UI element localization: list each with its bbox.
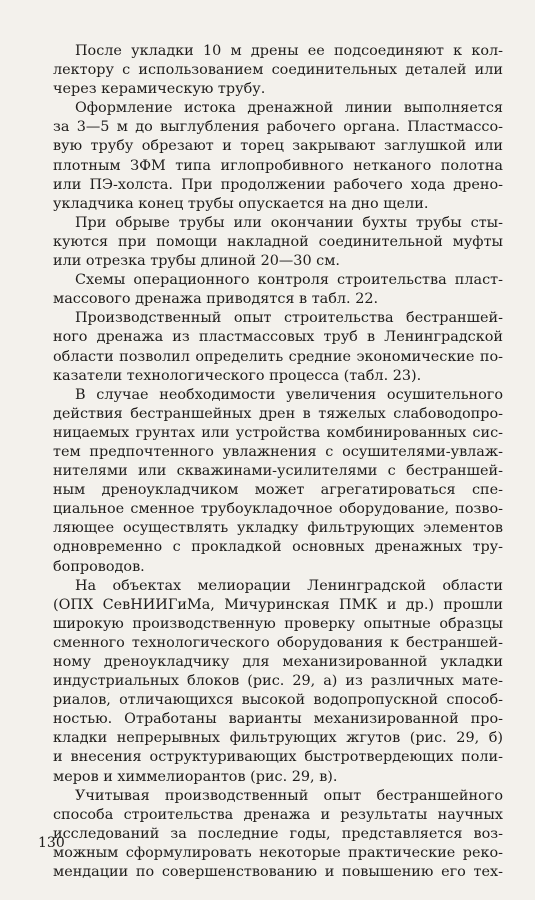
- text-line: за 3—5 м до выглубления рабочего органа. Пластмассо-: [53, 119, 503, 136]
- text-line: области позволил определить средние экономические по-: [53, 348, 503, 365]
- text-line: На объектах мелиорации Ленинградской области: [75, 577, 503, 594]
- text-line: В случае необходимости увеличения осушительного: [75, 386, 503, 403]
- text-line: способа строительства дренажа и результаты научных: [53, 806, 503, 823]
- text-line: ляющее осуществлять укладку фильтрующих элементов: [53, 520, 503, 537]
- text-line: тем предпочтенного увлажнения с осушителями-увлаж-: [53, 443, 503, 460]
- paragraph: [53, 42, 503, 99]
- text-line: действия бестраншейных дрен в тяжелых слабоводопро-: [53, 405, 503, 422]
- text-line: сменного технологического оборудования к бестраншей-: [53, 634, 503, 651]
- paragraph: [53, 214, 503, 271]
- paragraph: [53, 577, 503, 787]
- text-line: риалов, отличающихся высокой водопропускной способ-: [53, 692, 503, 709]
- text-line: нителями или скважинами-усилителями с бестраншей-: [53, 463, 503, 480]
- text-line: можным сформулировать некоторые практические реко-: [53, 844, 503, 861]
- text-line: (ОПХ СевНИИГиМа, Мичуринская ПМК и др.) прошли: [53, 596, 503, 613]
- text-line: ницаемых грунтах или устройства комбинированных сис-: [53, 424, 503, 441]
- text-line: кладки непрерывных фильтрующих жгутов (рис. 29, б): [53, 730, 503, 747]
- text-line: После укладки 10 м дрены ее подсоединяют к кол-: [75, 43, 503, 59]
- text-line: массового дренажа приводятся в табл. 22.: [53, 291, 379, 308]
- text-line: При обрыве трубы или окончании бухты трубы сты-: [75, 214, 503, 231]
- text-line: через керамическую трубу.: [53, 81, 266, 98]
- text-line: Производственный опыт строительства бестраншей-: [75, 310, 503, 327]
- text-line: бопроводов.: [53, 558, 145, 575]
- text-line: или ПЭ-холста. При продолжении рабочего хода дрено-: [53, 176, 503, 193]
- text-line: казатели технологического процесса (табл. 23).: [53, 367, 422, 384]
- text-line: мендации по совершенствованию и повышению его тех-: [53, 864, 503, 881]
- text-line: лектору с использованием соединительных деталей или: [53, 62, 503, 79]
- text-line: Оформление истока дренажной линии выполняется: [75, 100, 503, 117]
- text-line: индустриальных блоков (рис. 29, а) из различных мате-: [53, 673, 503, 690]
- text-line: и внесения оструктуривающих быстротвердеющих поли-: [53, 749, 503, 766]
- text-line: укладчика конец трубы опускается на дно щели.: [53, 195, 429, 212]
- page-number: 130: [38, 835, 65, 851]
- text-line: циальное сменное трубоукладочное оборудование, позво-: [53, 501, 503, 518]
- text-line: Схемы операционного контроля строительства пласт-: [75, 272, 503, 289]
- text-line: вую трубу обрезают и торец закрывают заглушкой или: [53, 138, 503, 155]
- text-line: широкую производственную проверку опытные образцы: [53, 615, 503, 632]
- text-line: исследований за последние годы, представляется воз-: [53, 825, 503, 842]
- body-text: [53, 42, 503, 882]
- text-line: Учитывая производственный опыт бестраншейного: [75, 787, 503, 804]
- text-line: ному дреноукладчику для механизированной укладки: [53, 654, 503, 670]
- text-line: ностью. Отработаны варианты механизированной про-: [53, 711, 503, 728]
- text-line: плотным ЗФМ типа иглопробивного нетканого полотна: [53, 157, 503, 174]
- paragraph: [53, 386, 503, 577]
- text-line: одновременно с прокладкой основных дренажных тру-: [53, 539, 503, 556]
- paragraph: [53, 99, 503, 214]
- text-line: ного дренажа из пластмассовых труб в Ленинградской: [53, 329, 503, 346]
- text-line: или отрезка трубы длиной 20—30 см.: [53, 253, 341, 270]
- text-line: ным дреноукладчиком может агрегатироваться спе-: [53, 482, 503, 499]
- paragraph: [53, 309, 503, 385]
- paragraph: [53, 271, 503, 309]
- text-line: меров и химмелиорантов (рис. 29, в).: [53, 768, 338, 785]
- paragraph: [53, 787, 503, 882]
- text-line: куются при помощи накладной соединительной муфты: [53, 233, 503, 250]
